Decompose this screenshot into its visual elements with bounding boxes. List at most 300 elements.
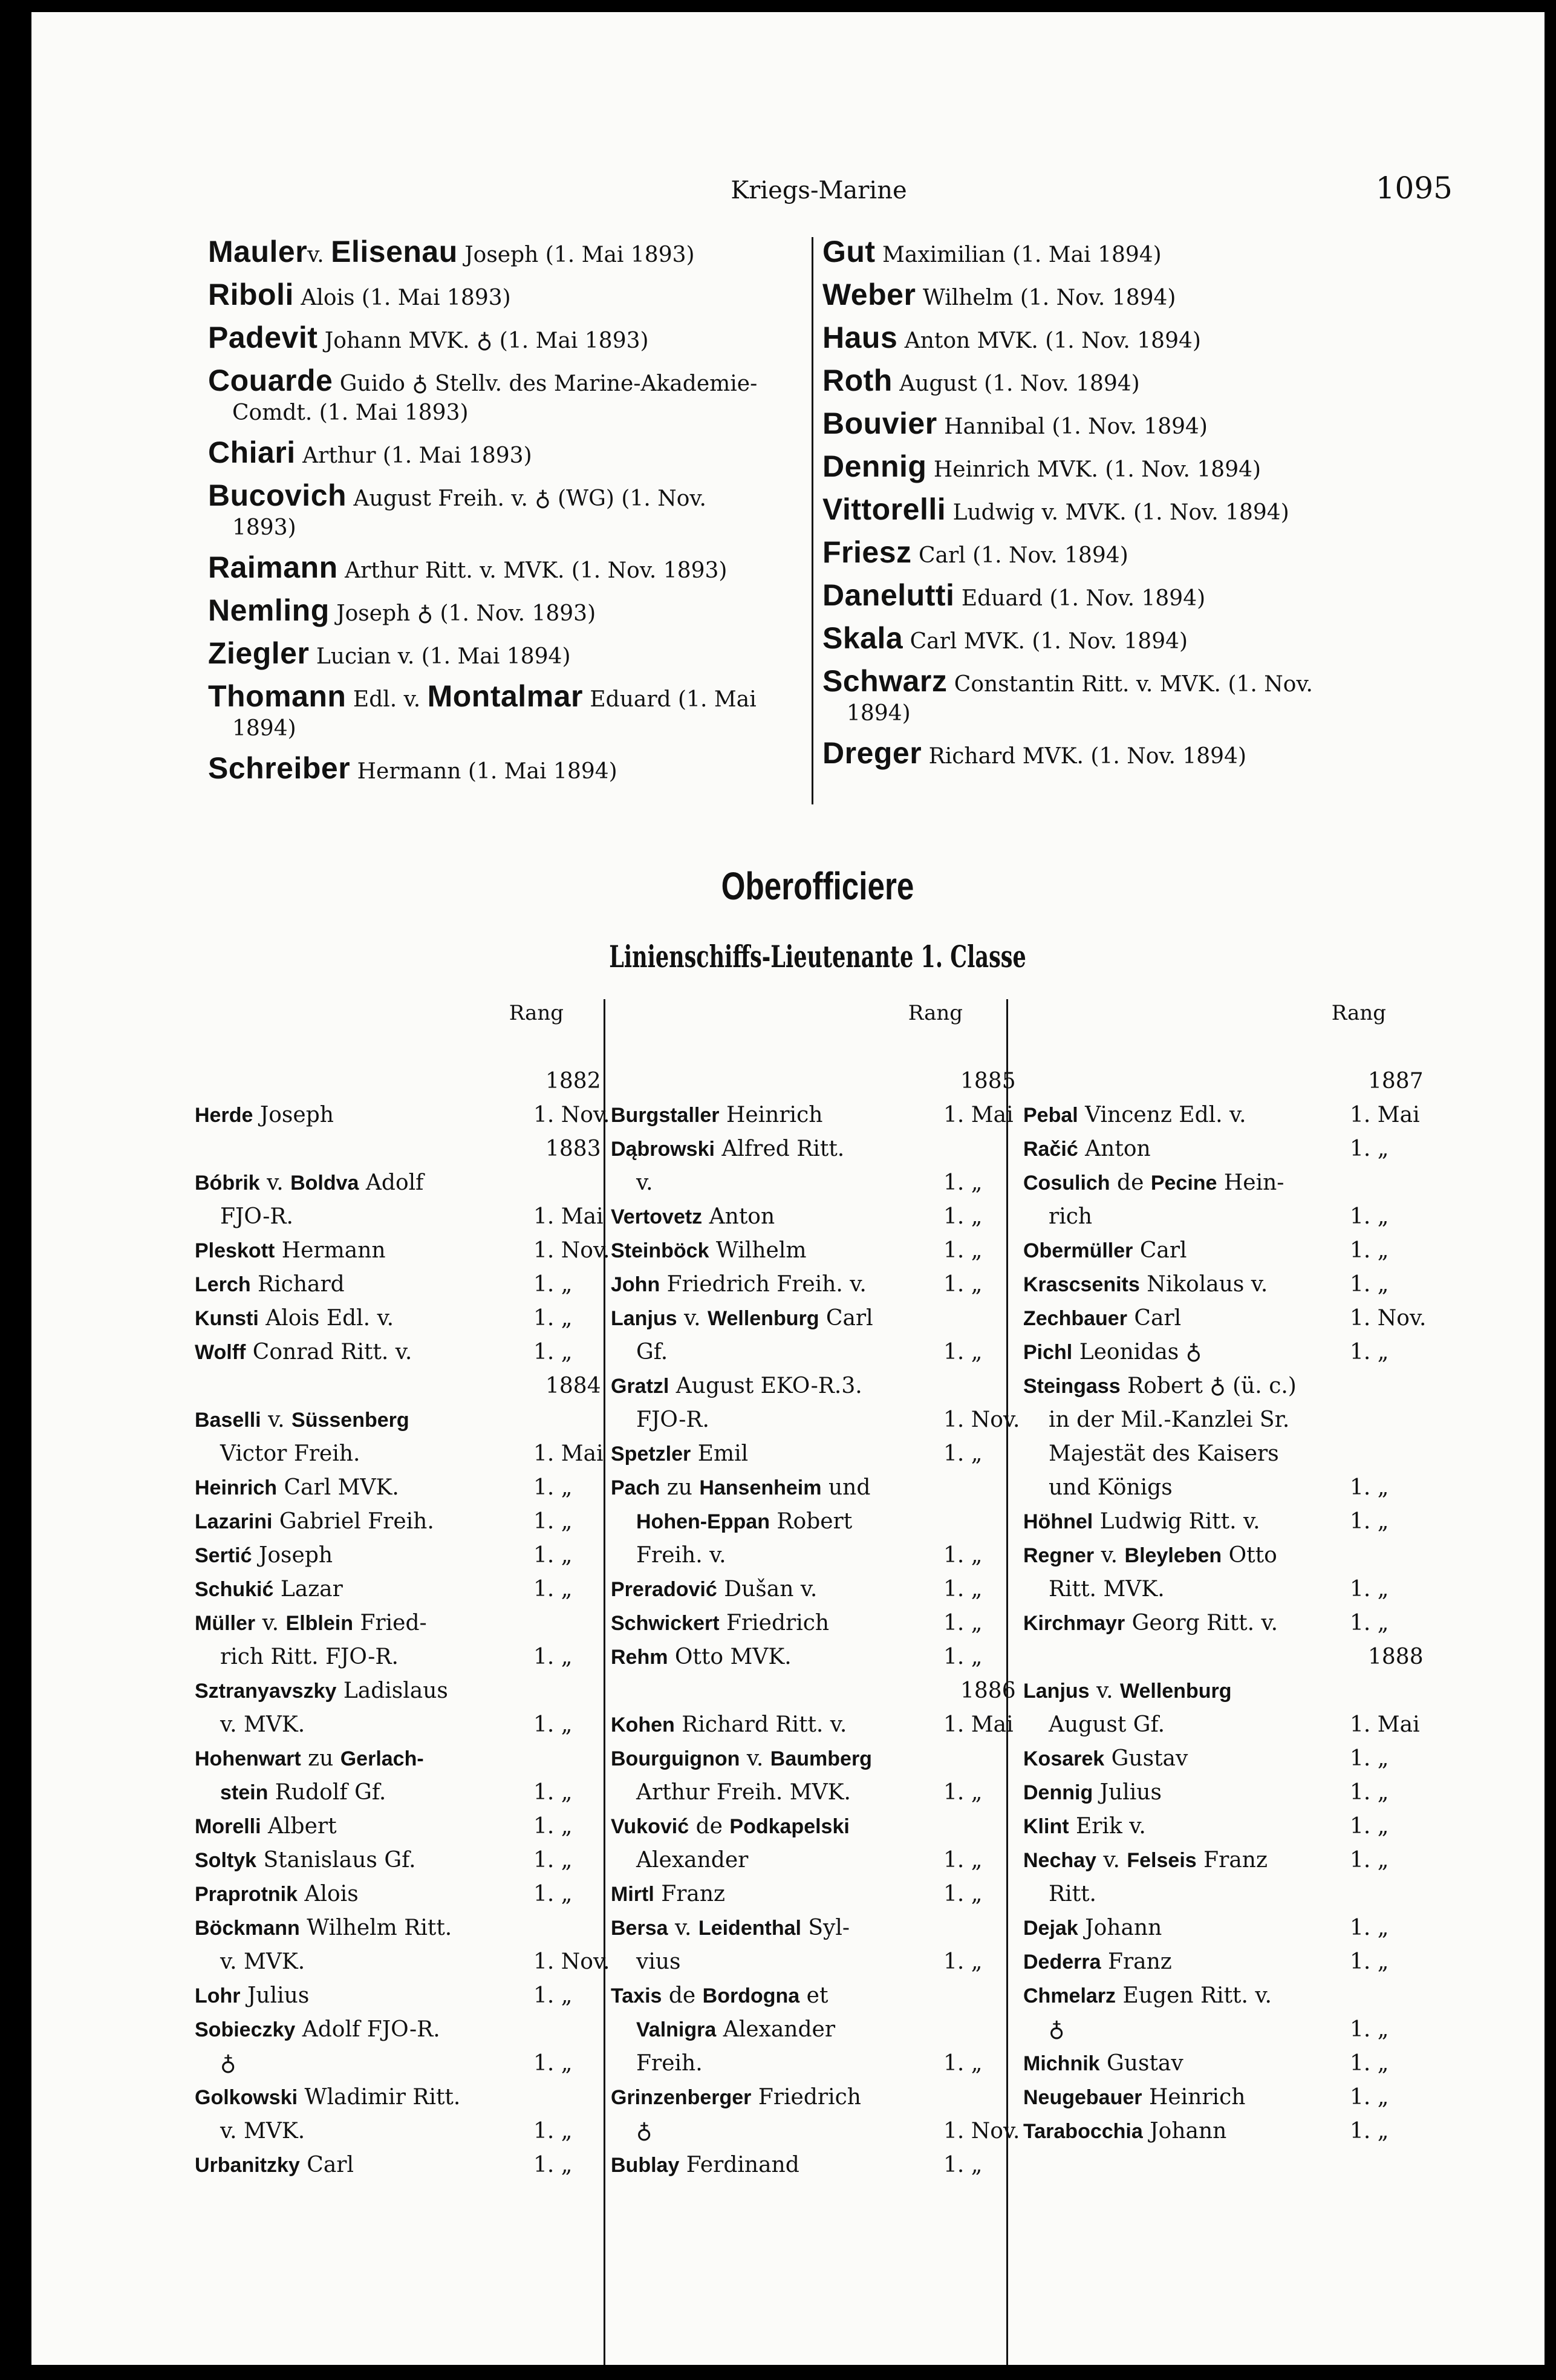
officer-surname: Nechay [1023,1849,1096,1872]
officer-rank-date: 1. Mai [943,1712,1014,1737]
officer-rank-date: 1. „ [943,1543,983,1568]
captain-details: Edl. v. [346,687,428,712]
officer-surname: Neugebauer [1023,2086,1142,2109]
year-value: 1882 [545,1069,601,1094]
officer-name [1023,1606,1278,1640]
officer-details: Conrad Ritt. v. [246,1340,412,1364]
officer-name [195,1335,412,1369]
officer-name [611,1437,748,1471]
officer-details: Georg Ritt. v. [1125,1611,1278,1635]
officer-entry [1023,1606,1416,1640]
officer-details: Alois [298,1882,359,1906]
officer-details: Wilhelm Ritt. [299,1915,452,1940]
captain-entry [208,280,837,313]
officer-rank-date: 1. „ [533,1306,573,1331]
officer-name [195,1539,333,1573]
officer-details: Carl [1133,1238,1187,1263]
officer-name [195,1471,399,1505]
officer-rank-date: 1. „ [533,1577,573,1602]
captain-entry [822,738,1463,771]
rang-header-col3: Rang [1331,1001,1386,1025]
officer-name [611,1708,847,1742]
officer-details: Adolf FJO-R. [295,2017,440,2042]
year-heading [195,1132,601,1166]
lieutenants-column-3 [1023,1064,1427,2148]
officer-details: Heinrich [719,1103,823,1127]
officer-surname: Morelli [195,1815,261,1838]
captain-details: Hermann (1. Mai 1894) [350,759,617,784]
officer-details: v. [677,1306,708,1331]
officer-details: rich [1049,1204,1093,1229]
captain-details: Maximilian (1. Mai 1894) [875,243,1162,267]
captains-list-right [822,237,1463,781]
officer-details: Ritt. MVK. [1049,1577,1165,1602]
captain-entry [822,406,1463,442]
year-value: 1887 [1368,1069,1424,1094]
officer-rank-date: 1. „ [943,1645,983,1669]
officer-entry [1023,1335,1416,1369]
officer-surname-second: Bleyleben [1124,1544,1222,1567]
year-heading [611,1674,1016,1708]
officer-details: vius [636,1949,681,1974]
officer-details: zu [660,1475,700,1500]
officer-entry-continuation [1023,1877,1416,1911]
year-heading [1023,1064,1424,1098]
officer-surname: Preradović [611,1578,717,1601]
officer-entry [611,1234,1004,1268]
officer-name [195,2114,305,2148]
officer-entry [195,1403,594,1437]
captain-details-second: Joseph (1. Mai 1893) [457,243,695,267]
officer-rank-date: 1. „ [1350,2085,1389,2110]
captain-entry [822,578,1463,613]
officer-name [195,1844,416,1877]
officer-name [611,1573,817,1606]
officer-name [1023,1437,1279,1471]
officer-surname: Golkowski [195,2086,298,2109]
officer-surname: John [611,1273,660,1296]
officer-name [611,1335,668,1369]
officer-surname: Dejak [1023,1917,1078,1940]
officer-rank-date: 1. „ [943,1340,983,1364]
officer-name [195,1302,394,1335]
officer-name [611,1979,828,2013]
officer-name [611,1268,867,1302]
officer-details: v. MVK. [220,1712,305,1737]
year-value: 1885 [960,1069,1016,1094]
officer-details: in der Mil.-Kanzlei Sr. [1049,1407,1290,1432]
officer-name [611,1302,873,1335]
officer-details: Joseph [252,1543,333,1568]
officer-details: Julius [1093,1780,1162,1805]
officer-name [195,2081,460,2114]
officer-details: Robert ♁ (ü. c.) [1120,1374,1297,1398]
officer-surname: Michnik [1023,2052,1100,2075]
officer-entry-continuation [1023,1708,1420,1742]
officer-name [1023,1911,1162,1945]
officer-details: Majestät des Kaisers [1049,1441,1279,1466]
officer-details: zu [301,1746,340,1771]
officer-surname: Hohenwart [195,1747,301,1770]
officer-surname: Müller [195,1612,256,1635]
officer-entry [1023,1369,1416,1403]
officer-entry [195,1844,594,1877]
captain-surname: Mauler [208,235,308,269]
officer-rank-date: 1. Nov. [533,1238,610,1263]
officer-entry [611,1437,1004,1471]
officer-details: de [689,1814,730,1839]
officer-entry [195,1911,594,1945]
officer-details: v. MVK. [220,2119,305,2144]
officer-entry-continuation [611,1776,1004,1810]
officer-details: Ritt. [1049,1882,1096,1906]
officer-rank-date: 1. „ [943,1204,983,1229]
officer-entry-continuation [611,1403,1020,1437]
officer-rank-date: 1. „ [943,1577,983,1602]
officer-surname: Dederra [1023,1951,1101,1974]
section-heading: Oberofficiere [721,864,914,908]
officer-rank-date: 1. „ [533,1645,573,1669]
officer-entry [195,1302,594,1335]
officer-name [1023,1302,1181,1335]
officer-name [1023,1471,1173,1505]
officer-rank-date: 1. Mai [533,1204,604,1229]
captain-entry [208,237,837,270]
officer-name [611,1200,775,1234]
officer-name [1023,1776,1162,1810]
officer-surname: Mirtl [611,1883,654,1906]
officer-entry [1023,1268,1416,1302]
officer-name [195,1403,409,1437]
captain-details: Wilhelm (1. Nov. 1894) [916,285,1176,310]
year-value: 1884 [545,1374,601,1398]
rang-header-col2: Rang [908,1001,963,1025]
officer-surname: Kosarek [1023,1747,1105,1770]
officer-rank-date: 1. „ [943,2051,983,2076]
officer-name [195,1437,360,1471]
officer-name [1023,1810,1146,1844]
captain-surname: Raimann [208,550,338,584]
officer-details: Wilhelm [709,1238,807,1263]
officer-entry [1023,2047,1416,2081]
officer-surname-second: Wellenburg [1119,1680,1232,1703]
officer-surname: Heinrich [195,1476,278,1499]
officer-surname: Dąbrowski [611,1138,715,1161]
captain-surname: Gut [822,235,876,269]
captain-details: v. [307,243,331,267]
officer-rank-date: 1. Mai [943,1103,1014,1127]
officer-entry-continuation [611,1539,1004,1573]
officer-entry-continuation [611,1945,1004,1979]
page [31,12,1545,2365]
officer-name [611,1945,681,1979]
officer-surname: Račić [1023,1138,1078,1161]
officer-rank-date: 1. „ [1350,1746,1389,1771]
officer-entry [611,1708,1014,1742]
officer-surname: Pleskott [195,1239,275,1262]
officer-name [1023,1877,1096,1911]
year-heading [1023,1640,1424,1674]
officer-surname: Grinzenberger [611,2086,752,2109]
officer-entry [195,1505,594,1539]
captain-surname: Vittorelli [822,492,946,526]
officer-surname: Burgstaller [611,1104,720,1127]
officer-name [611,1505,852,1539]
officer-surname: Bourguignon [611,1747,740,1770]
officer-name [1023,1573,1165,1606]
officer-surname-second: Boldva [290,1172,359,1195]
page-number: 1095 [1375,171,1453,206]
captain-entry [822,535,1463,570]
officer-entry [195,1335,594,1369]
officer-name [1023,1708,1165,1742]
officer-details: Richard [250,1272,345,1297]
captain-entry [208,593,837,628]
officer-rank-date: 1. „ [943,1272,983,1297]
officer-name [1023,1539,1277,1573]
officer-entry [1023,1776,1416,1810]
captain-details: Heinrich MVK. (1. Nov. 1894) [926,457,1261,482]
captain-surname: Thomann [208,679,347,713]
captain-entry [822,664,1463,728]
officer-details: Gustav [1099,2051,1183,2076]
officer-entry [611,1573,1004,1606]
officer-surname: Sertić [195,1544,252,1567]
officer-name [1023,1369,1297,1403]
captain-surname: Ziegler [208,636,310,670]
officer-rank-date: 1. „ [943,1949,983,1974]
officer-entry-continuation [195,2114,594,2148]
officer-surname: Bóbrik [195,1172,260,1195]
officer-details-second: Fried- [353,1611,427,1635]
officer-rank-date: 1. „ [1350,1915,1389,1940]
captain-entry [822,492,1463,527]
officer-surname-second: Hansenheim [699,1476,822,1499]
officer-details: und Königs [1049,1475,1173,1500]
officer-surname: Lohr [195,1984,241,2007]
captain-surname: Dreger [822,736,922,770]
captain-details: Eduard (1. Nov. 1894) [954,586,1206,611]
officer-name [195,1166,423,1200]
officer-name [1023,1200,1092,1234]
officer-entry [611,1742,1004,1776]
officer-details: Richard Ritt. v. [674,1712,847,1737]
officer-details: Nikolaus v. [1139,1272,1268,1297]
captain-surname: Schreiber [208,751,351,785]
year-value: 1886 [960,1678,1016,1703]
officer-details: Anton [1078,1136,1151,1161]
officer-entry [611,1810,1004,1844]
captain-details: Alois (1. Mai 1893) [293,285,511,310]
captain-details: Richard MVK. (1. Nov. 1894) [922,744,1247,769]
captain-surname-second: Montalmar [427,679,583,713]
officer-details: Joseph [253,1103,334,1127]
officer-details: Lazar [273,1577,343,1602]
officer-entry [611,1640,1004,1674]
officer-entry [611,1911,1004,1945]
officer-surname: Taxis [611,1984,662,2007]
officer-rank-date: 1. „ [1350,1238,1389,1263]
officer-rank-date: 1. „ [1350,2017,1389,2042]
officer-surname: Pach [611,1476,660,1499]
officer-name [195,2013,440,2047]
section-subheading: Linienschiffs-Lieutenante 1. Classe [609,939,1026,974]
officer-entry [611,1200,1004,1234]
captain-details: August (1. Nov. 1894) [892,371,1140,396]
captain-surname: Haus [822,321,898,354]
officer-entry [1023,1539,1416,1573]
officer-details: Anton [702,1204,775,1229]
officer-details: Dušan v. [717,1577,818,1602]
year-heading [195,1369,601,1403]
top-column-rule [812,237,813,804]
captain-entry [822,621,1463,656]
officer-details: Friedrich Freih. v. [660,1272,867,1297]
officer-details: Emil [691,1441,749,1466]
officer-entry [611,1877,1004,1911]
officer-name [1023,2047,1183,2081]
officer-name [195,1674,448,1708]
captain-surname: Couarde [208,364,333,397]
officer-entry [195,2081,594,2114]
officer-surname-second: Elblein [285,1612,353,1635]
officer-name [611,2047,703,2081]
officer-rank-date: 1. „ [533,1543,573,1568]
officer-details: Eugen Ritt. v. [1116,1983,1272,2008]
captain-details: Joseph ♁ (1. Nov. 1893) [329,601,596,626]
officer-entry [195,1674,594,1708]
officer-details: Alexander [636,1848,749,1873]
captain-entry [822,280,1463,313]
officer-rank-date: 1. „ [1350,1814,1389,1839]
officer-entry [611,1132,1004,1166]
officer-details: Leonidas ♁ [1072,1340,1202,1364]
officer-details: Johann [1078,1915,1162,1940]
officer-entry-continuation [611,2013,1004,2047]
officer-details: August EKO-R.3. [669,1374,862,1398]
captain-entry [208,550,837,585]
officer-rank-date: 1. „ [1350,1509,1389,1534]
officer-surname: Lerch [195,1273,251,1296]
officer-surname: Lazarini [195,1510,273,1533]
officer-details: de [1110,1170,1151,1195]
captain-details: Johann MVK. ♁ (1. Mai 1893) [317,328,649,353]
officer-surname-second: Felseis [1127,1849,1197,1872]
officer-entry [195,1742,594,1776]
officer-name [611,1742,872,1776]
officer-entry-continuation [195,1200,604,1234]
officer-details-second: und [821,1475,871,1500]
officer-details: Johann [1142,2119,1227,2144]
officer-name [611,1606,829,1640]
officer-surname: Schukić [195,1578,274,1601]
officer-surname: Gratzl [611,1375,669,1398]
officer-surname-second: Süssenberg [291,1409,409,1432]
officer-entry-continuation [195,2047,594,2081]
officer-name [1023,1166,1284,1200]
officer-details: Ludwig Ritt. v. [1093,1509,1260,1534]
officer-name [195,1268,345,1302]
officer-details: FJO-R. [636,1407,709,1432]
officer-name [611,1640,792,1674]
officer-rank-date: 1. „ [1350,1136,1389,1161]
captain-surname: Bouvier [822,406,937,440]
officer-surname-second: Pecine [1150,1172,1217,1195]
officer-name [195,1877,359,1911]
officer-rank-date: 1. „ [1350,1611,1389,1635]
officer-rank-date: 1. Nov. [1350,1306,1427,1331]
officer-entry [1023,1098,1420,1132]
officer-surname: Lanjus [611,1307,677,1330]
officer-details: Robert [769,1509,853,1534]
officer-details-second: et [799,1983,828,2008]
officer-surname: Lanjus [1023,1680,1090,1703]
officer-details: Gf. [636,1340,668,1364]
officer-name [195,1810,337,1844]
officer-details: Friedrich [719,1611,830,1635]
officer-name [611,1369,862,1403]
captain-entry [208,679,837,743]
officer-rank-date: 1. „ [1350,1949,1389,1974]
officer-entry-continuation [611,1844,1004,1877]
officer-surname: Wolff [195,1341,246,1364]
officer-name [611,2013,835,2047]
officer-details: ♁ [636,2119,653,2144]
officer-rank-date: 1. „ [1350,1577,1389,1602]
officer-details-second: Syl- [801,1915,850,1940]
officer-name [611,1911,850,1945]
officer-name [1023,1945,1172,1979]
officer-entry [195,1979,594,2013]
officer-rank-date: 1. „ [533,1882,573,1906]
officer-surname: Pichl [1023,1341,1073,1364]
officer-name [611,1403,709,1437]
captain-details-continued: 1893) [232,515,296,540]
officer-entry [1023,2114,1416,2148]
officer-surname: Kunsti [195,1307,259,1330]
officer-surname: Sobieczky [195,2018,296,2041]
captain-entry [822,237,1463,270]
officer-surname: Valnigra [636,2018,717,2041]
captain-details-continued: Comdt. (1. Mai 1893) [232,400,469,425]
officer-details: Vincenz Edl. v. [1078,1103,1246,1127]
officer-name [195,1911,452,1945]
captain-surname: Dennig [822,449,927,483]
officer-name [1023,1132,1151,1166]
officer-surname: Tarabocchia [1023,2120,1143,2143]
column-rule-1 [604,999,605,2365]
officer-name [195,1098,334,1132]
officer-name [611,1098,822,1132]
officer-name [611,1810,850,1844]
officer-rank-date: 1. „ [533,1780,573,1805]
captain-details-continued: 1894) [847,701,911,726]
officer-entry-continuation [195,1945,610,1979]
officer-details: ♁ [1049,2017,1065,2042]
officer-details: Friedrich [751,2085,861,2110]
captain-entry [208,366,837,428]
officer-name [195,2047,236,2081]
officer-entry [1023,1674,1416,1708]
officer-surname: Bersa [611,1917,668,1940]
officer-details: Gabriel Freih. [272,1509,434,1534]
officer-surname: Vuković [611,1815,689,1838]
officer-entry-continuation [1023,2013,1416,2047]
captain-entry [208,435,837,471]
officer-entry [1023,1979,1416,2013]
officer-rank-date: 1. Nov. [943,1407,1020,1432]
officer-rank-date: 1. „ [533,1814,573,1839]
